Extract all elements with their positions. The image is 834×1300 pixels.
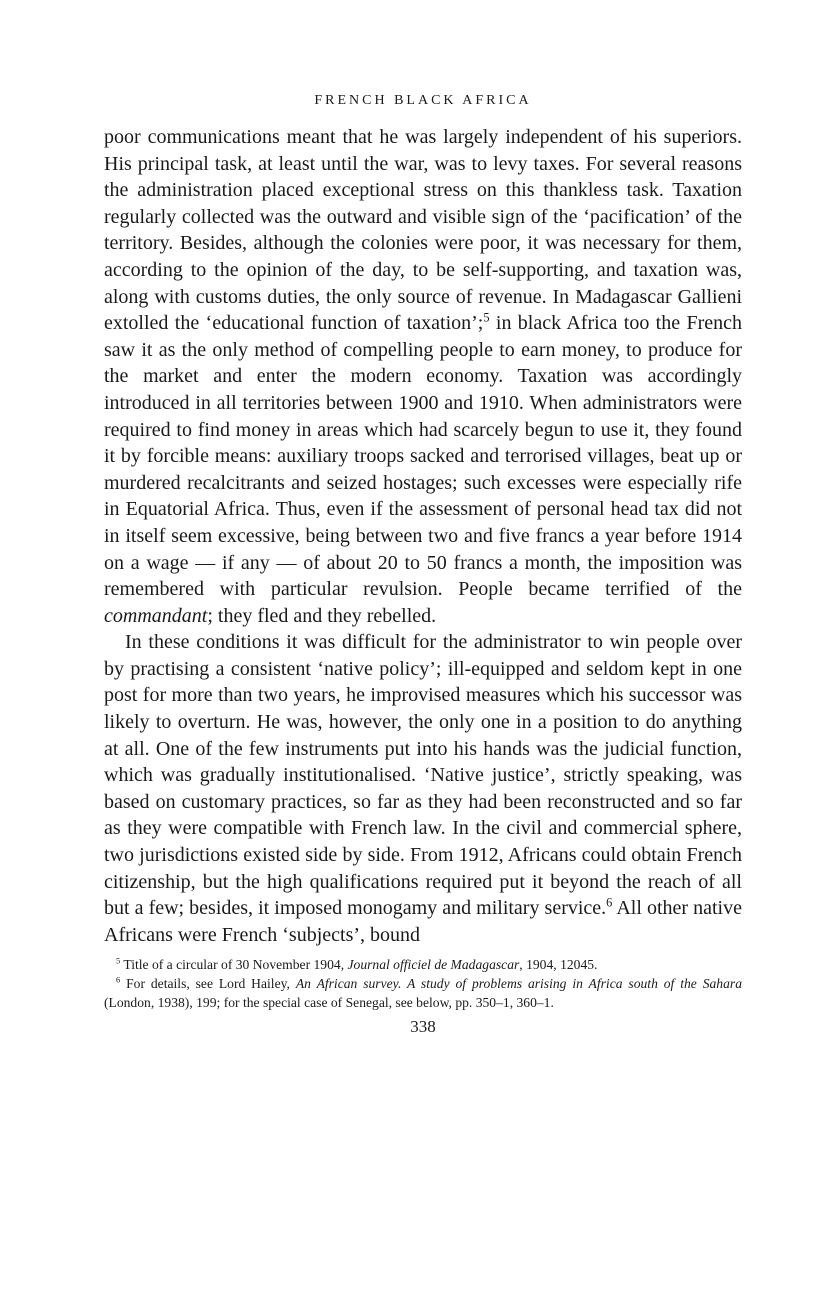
footnote-text: , 1904, 12045. xyxy=(519,957,598,973)
footnote-text: (London, 1938), 199; for the special case of Senegal, see below, pp. 350–1, 360–1. xyxy=(104,995,554,1011)
footnote-ref[interactable]: 5 xyxy=(483,310,490,325)
body-text xyxy=(104,124,742,948)
footnote-title: Journal officiel de Madagascar xyxy=(347,957,520,973)
paragraph-text: ; they fled and they rebelled. xyxy=(207,604,437,627)
italic-term: commandant xyxy=(104,604,208,627)
paragraph-text: in black Africa too the French saw it as the only method of compelling people to earn money, to produce for the market and enter the modern economy. Taxation was accordingly introduced in all territories between 1900 and 1910. When administrators were required to find money in areas which had scarcely begun to use it, they found it by forcible means: auxiliary troops sacked and terrorised villages, beat up or murdered recalcitrants and seized hostages; such excesses were especially rife in Equatorial Africa. Thus, even if the assessment of personal head tax did not in itself seem excessive, being between two and five francs a year before 1914 on a wage — if any — of about 20 to 50 francs a month, the imposition was remembered with particular revulsion. People became terrified of the xyxy=(104,312,742,601)
book-page xyxy=(104,92,742,1038)
paragraph xyxy=(104,629,742,948)
page-number: 338 xyxy=(410,1017,436,1037)
running-head: FRENCH BLACK AFRICA xyxy=(314,93,532,108)
paragraph-text: All other native Africans were French ‘subjects’, bound xyxy=(104,897,742,946)
paragraph xyxy=(104,124,742,629)
footnote-text: For details, see Lord Hailey, xyxy=(120,976,296,992)
footnote xyxy=(104,974,742,1012)
footnote-number: 6 xyxy=(116,974,121,985)
paragraph-text: poor communications meant that he was largely independent of his superiors. His principal task, at least until the war, was to levy taxes. For several reasons the administration placed exceptional stress on this thankless task. Taxation regularly collected was the outward and visible sign of the ‘pacification’ of the territory. Besides, although the colonies were poor, it was necessary for them, according to the opinion of the day, to be self-supporting, and taxation was, along with customs duties, the only source of revenue. In Madagascar Gallieni extolled the ‘educational function of taxation’; xyxy=(104,126,742,335)
footnote-number: 5 xyxy=(116,955,121,966)
footnote-title: An African survey. A study of problems arising in Africa south of the Sahara xyxy=(295,976,742,992)
footnote xyxy=(104,955,742,974)
footnote-text: Title of a circular of 30 November 1904, xyxy=(120,957,348,973)
footnote-ref[interactable]: 6 xyxy=(606,895,613,910)
paragraph-text: In these conditions it was difficult for the administrator to win people over by practising a consistent ‘native policy’; ill-equipped and seldom kept in one post for more than two years, he improvised measures which his successor was likely to overturn. He was, however, the only one in a position to do anything at all. One of the few instruments put into his hands was the judicial function, which was gradually institutionalised. ‘Native justice’, strictly speaking, was based on customary practices, so far as they had been reconstructed and so far as they were compatible with French law. In the civil and commercial sphere, two jurisdictions existed side by side. From 1912, Africans could obtain French citizenship, but the high qualifications required put it beyond the reach of all but a few; besides, it imposed monogamy and military service. xyxy=(104,631,742,920)
footnotes xyxy=(104,955,742,1012)
